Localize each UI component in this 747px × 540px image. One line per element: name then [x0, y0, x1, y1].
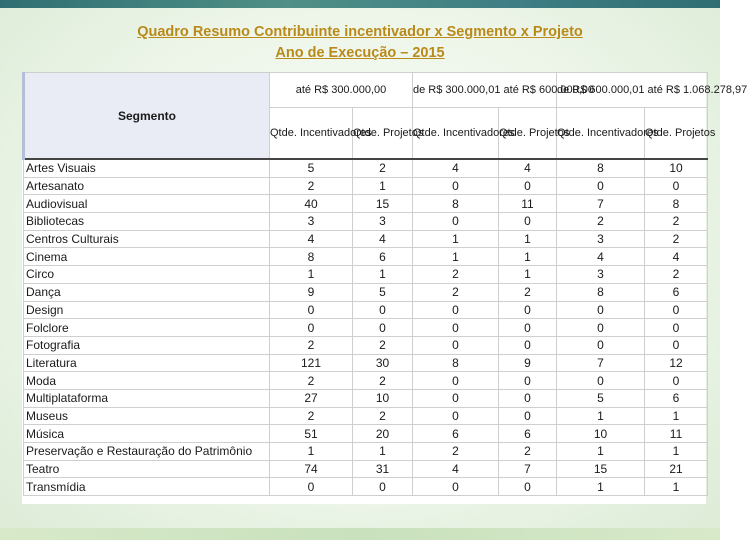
table-row [24, 372, 708, 390]
table-row [24, 354, 708, 372]
value-cell: 4 [413, 460, 499, 478]
value-cell: 15 [353, 195, 413, 213]
value-cell: 5 [557, 389, 645, 407]
segment-cell: Preservação e Restauração do Patrimônio [24, 443, 270, 461]
value-cell: 6 [499, 425, 557, 443]
value-cell: 0 [499, 407, 557, 425]
value-cell: 8 [413, 354, 499, 372]
range-header-row [24, 73, 708, 108]
segment-cell: Artesanato [24, 177, 270, 195]
column-header: Qtde. Projetos [353, 108, 413, 160]
value-cell: 2 [557, 213, 645, 231]
value-cell: 2 [499, 283, 557, 301]
value-cell: 0 [645, 336, 708, 354]
value-cell: 3 [557, 230, 645, 248]
value-cell: 9 [270, 283, 353, 301]
value-cell: 10 [645, 159, 708, 177]
range-header: de R$ 600.000,01 até R$ 1.068.278,97 [557, 73, 708, 108]
table-row [24, 195, 708, 213]
value-cell: 0 [499, 301, 557, 319]
value-cell: 2 [270, 372, 353, 390]
value-cell: 1 [353, 177, 413, 195]
value-cell: 0 [557, 177, 645, 195]
value-cell: 30 [353, 354, 413, 372]
value-cell: 0 [353, 319, 413, 337]
value-cell: 0 [270, 301, 353, 319]
table-row [24, 230, 708, 248]
value-cell: 0 [499, 478, 557, 496]
table-row [24, 407, 708, 425]
value-cell: 0 [499, 319, 557, 337]
value-cell: 2 [270, 407, 353, 425]
value-cell: 21 [645, 460, 708, 478]
value-cell: 4 [353, 230, 413, 248]
value-cell: 7 [557, 195, 645, 213]
value-cell: 27 [270, 389, 353, 407]
value-cell: 0 [270, 478, 353, 496]
value-cell: 2 [353, 159, 413, 177]
value-cell: 1 [557, 407, 645, 425]
value-cell: 0 [413, 389, 499, 407]
value-cell: 1 [413, 230, 499, 248]
segment-cell: Moda [24, 372, 270, 390]
segment-cell: Artes Visuais [24, 159, 270, 177]
value-cell: 40 [270, 195, 353, 213]
bottom-band [0, 528, 720, 540]
value-cell: 10 [557, 425, 645, 443]
value-cell: 1 [499, 266, 557, 284]
value-cell: 2 [270, 177, 353, 195]
value-cell: 2 [645, 266, 708, 284]
value-cell: 0 [499, 336, 557, 354]
segment-cell: Cinema [24, 248, 270, 266]
value-cell: 2 [413, 266, 499, 284]
value-cell: 0 [413, 407, 499, 425]
segment-cell: Dança [24, 283, 270, 301]
range-header: até R$ 300.000,00 [270, 73, 413, 108]
value-cell: 20 [353, 425, 413, 443]
value-cell: 4 [645, 248, 708, 266]
value-cell: 0 [645, 372, 708, 390]
column-header: Qtde. Incentivadores [270, 108, 353, 160]
segment-cell: Folclore [24, 319, 270, 337]
segment-cell: Multiplataforma [24, 389, 270, 407]
segment-cell: Literatura [24, 354, 270, 372]
value-cell: 7 [499, 460, 557, 478]
value-cell: 8 [413, 195, 499, 213]
table-row [24, 177, 708, 195]
segment-cell: Circo [24, 266, 270, 284]
value-cell: 1 [645, 443, 708, 461]
segment-cell: Transmídia [24, 478, 270, 496]
value-cell: 31 [353, 460, 413, 478]
value-cell: 6 [413, 425, 499, 443]
value-cell: 1 [645, 478, 708, 496]
value-cell: 2 [499, 443, 557, 461]
value-cell: 6 [645, 389, 708, 407]
value-cell: 0 [413, 319, 499, 337]
segment-cell: Bibliotecas [24, 213, 270, 231]
value-cell: 8 [645, 195, 708, 213]
table-row [24, 478, 708, 496]
value-cell: 0 [645, 319, 708, 337]
value-cell: 0 [413, 213, 499, 231]
value-cell: 8 [557, 159, 645, 177]
value-cell: 0 [499, 213, 557, 231]
value-cell: 2 [270, 336, 353, 354]
segment-cell: Música [24, 425, 270, 443]
table-row [24, 336, 708, 354]
value-cell: 3 [270, 213, 353, 231]
table-row [24, 389, 708, 407]
value-cell: 0 [499, 372, 557, 390]
range-header: de R$ 300.000,01 até R$ 600.000,00 [413, 73, 557, 108]
column-header: Qtde. Projetos [645, 108, 708, 160]
value-cell: 121 [270, 354, 353, 372]
title-line-1: Quadro Resumo Contribuinte incentivador x Segmento x Projeto [137, 24, 583, 40]
value-cell: 1 [645, 407, 708, 425]
segment-header: Segmento [24, 73, 270, 160]
value-cell: 15 [557, 460, 645, 478]
segment-cell: Design [24, 301, 270, 319]
value-cell: 7 [557, 354, 645, 372]
value-cell: 10 [353, 389, 413, 407]
value-cell: 51 [270, 425, 353, 443]
table-row [24, 213, 708, 231]
value-cell: 2 [645, 230, 708, 248]
value-cell: 5 [353, 283, 413, 301]
value-cell: 1 [270, 266, 353, 284]
value-cell: 0 [645, 301, 708, 319]
value-cell: 0 [557, 301, 645, 319]
table-row [24, 266, 708, 284]
value-cell: 0 [499, 389, 557, 407]
value-cell: 2 [645, 213, 708, 231]
value-cell: 6 [353, 248, 413, 266]
table-row [24, 159, 708, 177]
value-cell: 0 [413, 372, 499, 390]
value-cell: 2 [353, 336, 413, 354]
value-cell: 1 [557, 443, 645, 461]
segment-cell: Fotografia [24, 336, 270, 354]
table-row [24, 248, 708, 266]
slide-title [0, 22, 720, 64]
summary-table-container [22, 72, 747, 504]
value-cell: 8 [557, 283, 645, 301]
value-cell: 2 [353, 407, 413, 425]
summary-table [22, 72, 747, 496]
value-cell: 4 [413, 159, 499, 177]
column-header: Qtde. Projetos [499, 108, 557, 160]
segment-cell: Centros Culturais [24, 230, 270, 248]
value-cell: 0 [413, 177, 499, 195]
table-row [24, 460, 708, 478]
value-cell: 1 [413, 248, 499, 266]
column-header: Qtde. Incentivadores [557, 108, 645, 160]
segment-cell: Teatro [24, 460, 270, 478]
value-cell: 0 [353, 301, 413, 319]
value-cell: 0 [499, 177, 557, 195]
table-row [24, 283, 708, 301]
value-cell: 11 [645, 425, 708, 443]
value-cell: 3 [557, 266, 645, 284]
segment-cell: Museus [24, 407, 270, 425]
value-cell: 12 [645, 354, 708, 372]
column-header: Qtde. Incentivadores [413, 108, 499, 160]
value-cell: 0 [413, 336, 499, 354]
value-cell: 11 [499, 195, 557, 213]
value-cell: 1 [353, 266, 413, 284]
value-cell: 0 [557, 372, 645, 390]
value-cell: 0 [270, 319, 353, 337]
table-row [24, 425, 708, 443]
value-cell: 9 [499, 354, 557, 372]
value-cell: 2 [413, 283, 499, 301]
value-cell: 4 [270, 230, 353, 248]
table-body [24, 159, 708, 496]
value-cell: 0 [413, 301, 499, 319]
value-cell: 0 [413, 478, 499, 496]
table-row [24, 301, 708, 319]
value-cell: 6 [645, 283, 708, 301]
value-cell: 74 [270, 460, 353, 478]
value-cell: 0 [557, 336, 645, 354]
value-cell: 1 [557, 478, 645, 496]
segment-cell: Audiovisual [24, 195, 270, 213]
value-cell: 0 [557, 319, 645, 337]
value-cell: 5 [270, 159, 353, 177]
value-cell: 0 [353, 478, 413, 496]
value-cell: 1 [270, 443, 353, 461]
value-cell: 4 [499, 159, 557, 177]
top-band [0, 0, 720, 8]
value-cell: 4 [557, 248, 645, 266]
value-cell: 1 [499, 248, 557, 266]
value-cell: 3 [353, 213, 413, 231]
value-cell: 1 [499, 230, 557, 248]
value-cell: 8 [270, 248, 353, 266]
table-row [24, 319, 708, 337]
value-cell: 2 [353, 372, 413, 390]
title-line-2: Ano de Execução – 2015 [275, 45, 445, 61]
value-cell: 2 [413, 443, 499, 461]
table-row [24, 443, 708, 461]
value-cell: 0 [645, 177, 708, 195]
value-cell: 1 [353, 443, 413, 461]
